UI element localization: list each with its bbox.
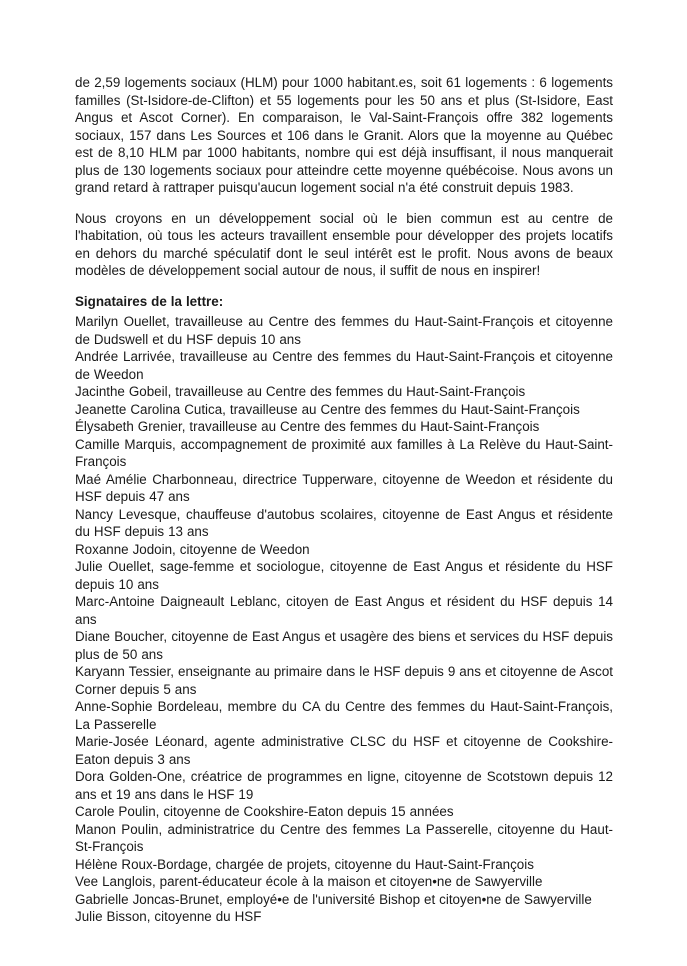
signatory-entry: Marilyn Ouellet, travailleuse au Centre des femmes du Haut-Saint-François et citoyenne de Dudswell et du HSF depuis 10 ans [75, 314, 613, 347]
signatory-entry: Andrée Larrivée, travailleuse au Centre des femmes du Haut-Saint-François et citoyenne de Weedon [75, 349, 613, 382]
signatory-entry: Karyann Tessier, enseignante au primaire dans le HSF depuis 9 ans et citoyenne de Ascot Corner depuis 5 ans [75, 664, 613, 697]
signatories-list [75, 313, 613, 926]
signatory-entry: Marc-Antoine Daigneault Leblanc, citoyen de East Angus et résident du HSF depuis 14 ans [75, 594, 613, 627]
signatories-heading: Signataires de la lettre: [75, 293, 224, 309]
signatory-entry: Marie-Josée Léonard, agente administrative CLSC du HSF et citoyenne de Cookshire-Eaton depuis 3 ans [75, 734, 613, 767]
signatory-entry: Roxanne Jodoin, citoyenne de Weedon [75, 541, 310, 557]
signatory-entry: Dora Golden-One, créatrice de programmes en ligne, citoyenne de Scotstown depuis 12 ans et 19 ans dans le HSF 19 [75, 769, 613, 802]
signatory-entry: Maé Amélie Charbonneau, directrice Tupperware, citoyenne de Weedon et résidente du HSF depuis 47 ans [75, 471, 613, 504]
signatory-entry: Julie Ouellet, sage-femme et sociologue, citoyenne de East Angus et résidente du HSF depuis 10 ans [75, 559, 613, 592]
signatory-entry: Diane Boucher, citoyenne de East Angus et usagère des biens et services du HSF depuis plus de 50 ans [75, 629, 613, 662]
signatory-entry: Jacinthe Gobeil, travailleuse au Centre des femmes du Haut-Saint-François [75, 384, 526, 399]
signatory-entry: Hélène Roux-Bordage, chargée de projets, citoyenne du Haut-Saint-François [75, 856, 534, 872]
signatory-entry: Élysabeth Grenier, travailleuse au Centre des femmes du Haut-Saint-François [75, 419, 540, 434]
signatory-entry: Vee Langlois, parent-éducateur école à la maison et citoyen•ne de Sawyerville [75, 874, 543, 889]
signatory-entry: Nancy Levesque, chauffeuse d'autobus scolaires, citoyenne de East Angus et résidente du HSF depuis 13 ans [75, 506, 613, 539]
signatory-entry: Camille Marquis, accompagnement de proximité aux familles à La Relève du Haut-Saint-François [75, 436, 613, 469]
signatory-entry: Anne-Sophie Bordeleau, membre du CA du Centre des femmes du Haut-Saint-François, La Passerelle [75, 699, 613, 732]
signatory-entry: Carole Poulin, citoyenne de Cookshire-Eaton depuis 15 années [75, 804, 454, 819]
signatory-entry: Gabrielle Joncas-Brunet, employé•e de l'université Bishop et citoyen•ne de Sawyerville [75, 891, 592, 907]
signatory-entry: Manon Poulin, administratrice du Centre des femmes La Passerelle, citoyenne du Haut-St-François [75, 821, 613, 854]
paragraph-housing-statistics: de 2,59 logements sociaux (HLM) pour 1000 habitant.es, soit 61 logements : 6 logements familles (St-Isidore-de-Clifton) et 55 logements pour les 50 ans et plus (St-Isidore, East Angus et Ascot Corner). En comparaison, le Val-Saint-François offre 382 logements sociaux, 157 dans Les Sources et 106 dans le Granit. Alors que la moyenne au Québec est de 8,10 HLM par 1000 habitants, nombre qui est déjà insuffisant, il nous manquerait plus de 130 logements sociaux pour atteindre cette moyenne québécoise. Nous avons un grand retard à rattraper puisqu'aucun logement social n'a été construit depuis 1983. [75, 75, 613, 195]
paragraph-social-development: Nous croyons en un développement social où le bien commun est au centre de l'habitation, où tous les acteurs travaillent ensemble pour développer des projets locatifs en dehors du marché spéculatif dont le seul intérêt est le profit. Nous avons de beaux modèles de développement social autour de nous, il suffit de nous en inspirer! [75, 210, 613, 278]
signatory-entry: Julie Bisson, citoyenne du HSF [75, 909, 262, 924]
signatory-entry: Jeanette Carolina Cutica, travailleuse au Centre des femmes du Haut-Saint-François [75, 401, 580, 417]
